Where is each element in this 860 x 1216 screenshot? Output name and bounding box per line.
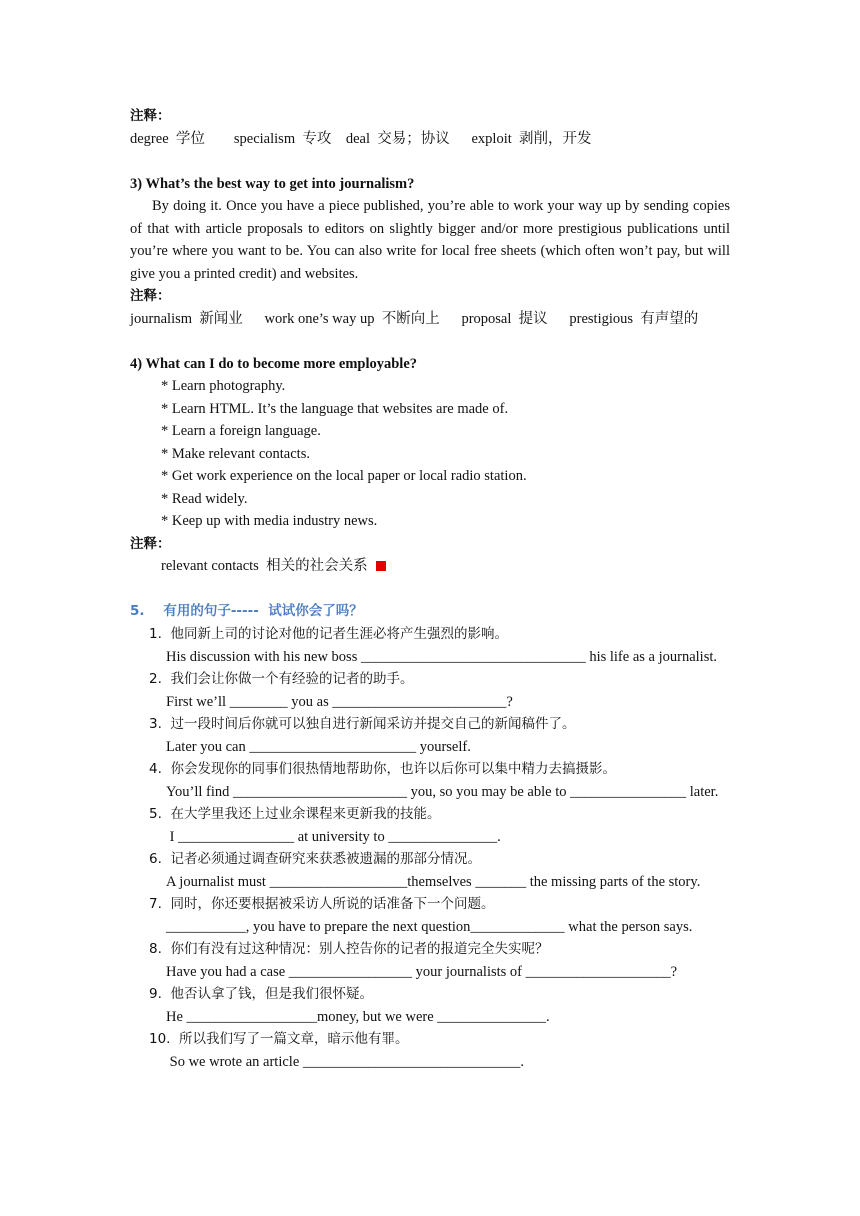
notes-label: 注释： bbox=[130, 536, 171, 552]
section-5-heading: 5. 有用的句子----- 试试你会了吗？ bbox=[130, 603, 363, 619]
list-item: * Read widely. bbox=[161, 491, 248, 507]
red-square-icon bbox=[376, 561, 386, 571]
exercise-english: So we wrote an article ______________________________. bbox=[166, 1054, 525, 1070]
question-3-answer: By doing it. Once you have a piece published, you’re able to work your way up by sending copies of that with article proposals to editors on slightly bigger and/or more prestigious publications until you’re where you want to be. You can also write for local free sheets (which often won’t pay, but will give you a printed credit) and websites. bbox=[130, 198, 730, 282]
notes-label: 注释： bbox=[130, 288, 171, 304]
exercise-chinese: 1. 他同新上司的讨论对他的记者生涯必将产生强烈的影响。 bbox=[149, 626, 508, 642]
list-item: * Learn photography. bbox=[161, 378, 286, 394]
list-item: * Make relevant contacts. bbox=[161, 446, 310, 462]
exercise-english: First we’ll ________ you as ________________________? bbox=[166, 694, 513, 710]
question-4-title: 4) What can I do to become more employable? bbox=[130, 356, 418, 372]
exercise-english: I ________________ at university to _______________. bbox=[166, 829, 501, 845]
list-item: * Keep up with media industry news. bbox=[161, 513, 378, 529]
question-3-title: 3) What’s the best way to get into journalism? bbox=[130, 176, 415, 192]
exercise-english: A journalist must ___________________themselves _______ the missing parts of the story. bbox=[166, 874, 701, 890]
exercise-chinese: 4. 你会发现你的同事们很热情地帮助你，也许以后你可以集中精力去搞摄影。 bbox=[149, 761, 616, 777]
exercise-english: Have you had a case _________________ your journalists of ____________________? bbox=[166, 964, 678, 980]
exercise-chinese: 9. 他否认拿了钱，但是我们很怀疑。 bbox=[149, 986, 373, 1002]
exercise-chinese: 10. 所以我们写了一篇文章，暗示他有罪。 bbox=[149, 1031, 409, 1047]
list-item: * Learn a foreign language. bbox=[161, 423, 321, 439]
list-item: * Get work experience on the local paper or local radio station. bbox=[161, 468, 527, 484]
exercise-english: You’ll find ________________________ you, so you may be able to ________________ later. bbox=[166, 784, 719, 800]
notes-vocab-line: degree 学位 specialism 专攻 deal 交易；协议 exploit 剥削，开发 bbox=[130, 131, 592, 147]
exercise-chinese: 8. 你们有没有过这种情况：别人控告你的记者的报道完全失实呢？ bbox=[149, 941, 549, 957]
exercise-english: ___________, you have to prepare the next question_____________ what the person says. bbox=[166, 919, 693, 935]
exercise-chinese: 5. 在大学里我还上过业余课程来更新我的技能。 bbox=[149, 806, 441, 822]
list-item: * Learn HTML. It’s the language that websites are made of. bbox=[161, 401, 509, 417]
exercise-chinese: 2. 我们会让你做一个有经验的记者的助手。 bbox=[149, 671, 414, 687]
exercise-chinese: 7. 同时，你还要根据被采访人所说的话准备下一个问题。 bbox=[149, 896, 495, 912]
notes-vocab-line: journalism 新闻业 work one’s way up 不断向上 proposal 提议 prestigious 有声望的 bbox=[130, 311, 699, 327]
exercise-chinese: 3. 过一段时间后你就可以独自进行新闻采访并提交自己的新闻稿件了。 bbox=[149, 716, 576, 732]
notes-label: 注释： bbox=[130, 108, 171, 124]
notes-vocab-line bbox=[161, 557, 386, 575]
exercise-english: He __________________money, but we were _______________. bbox=[166, 1009, 550, 1025]
exercise-english: Later you can _______________________ yourself. bbox=[166, 739, 471, 755]
notes-vocab-text: relevant contacts 相关的社会关系 bbox=[161, 558, 368, 574]
exercise-chinese: 6. 记者必须通过调查研究来获悉被遗漏的那部分情况。 bbox=[149, 851, 481, 867]
exercise-english: His discussion with his new boss _______________________________ his life as a journalist. bbox=[166, 649, 717, 665]
